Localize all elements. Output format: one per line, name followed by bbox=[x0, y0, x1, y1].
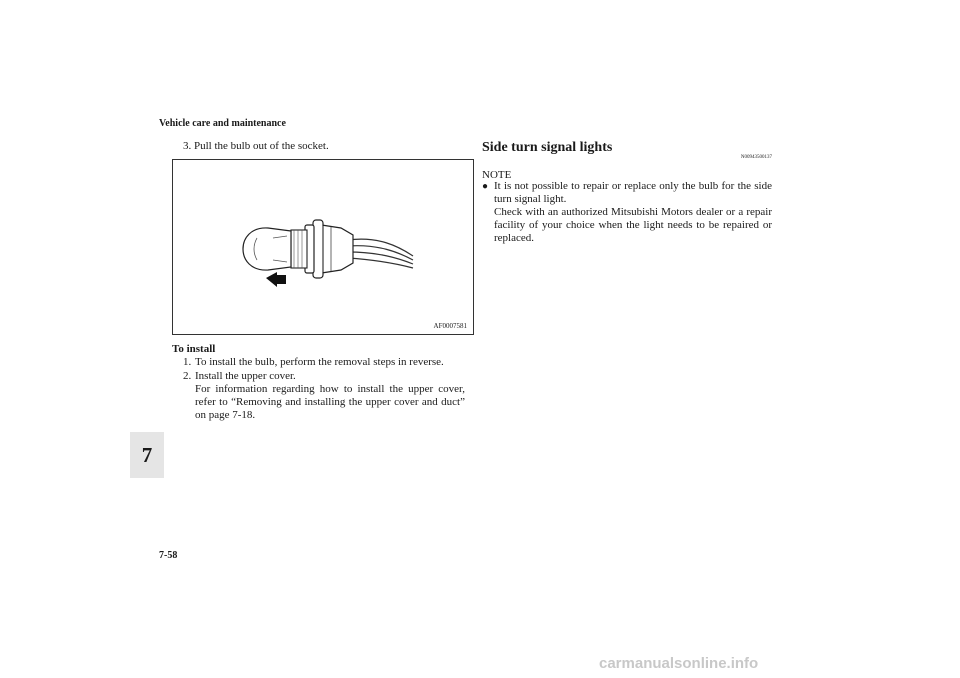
install-steps bbox=[183, 356, 465, 423]
to-install-heading: To install bbox=[172, 343, 216, 355]
note-text bbox=[494, 180, 772, 245]
step-text bbox=[195, 370, 465, 422]
watermark: carmanualsonline.info bbox=[599, 655, 759, 672]
install-step-1 bbox=[183, 356, 465, 369]
direction-arrow-icon bbox=[266, 272, 286, 287]
page-number: 7-58 bbox=[159, 550, 178, 561]
bullet-circle-icon: ● bbox=[482, 181, 489, 192]
note-label: NOTE bbox=[482, 169, 512, 181]
bulb-removal-figure bbox=[172, 159, 474, 335]
right-column bbox=[482, 138, 772, 244]
note-line-1: It is not possible to repair or replace only the bulb for the side turn signal light. bbox=[494, 180, 772, 205]
chapter-tab: 7 bbox=[130, 432, 164, 478]
page-header-section: Vehicle care and maintenance bbox=[159, 118, 286, 129]
step-2-detail: For information regarding how to install the upper cover, refer to “Removing and installing the upper cover and duct” on page 7-18. bbox=[195, 383, 465, 421]
note-line-2: Check with an authorized Mitsubishi Motors dealer or a repair facility of your choice when the light needs to be repaired or replaced. bbox=[494, 206, 772, 244]
section-code: N00943500137 bbox=[740, 155, 772, 160]
step-number: 2. bbox=[183, 370, 192, 382]
step-3-text: 3. Pull the bulb out of the socket. bbox=[183, 140, 329, 152]
step-text: To install the bulb, perform the removal steps in reverse. bbox=[195, 356, 444, 368]
bulb-socket-illustration bbox=[173, 160, 473, 334]
figure-code: AF0007581 bbox=[433, 322, 467, 330]
note-body bbox=[482, 180, 772, 245]
step-number: 1. bbox=[183, 356, 192, 368]
install-step-2 bbox=[183, 370, 465, 422]
step-2-title: Install the upper cover. bbox=[195, 370, 296, 382]
section-title: Side turn signal lights bbox=[482, 140, 613, 155]
